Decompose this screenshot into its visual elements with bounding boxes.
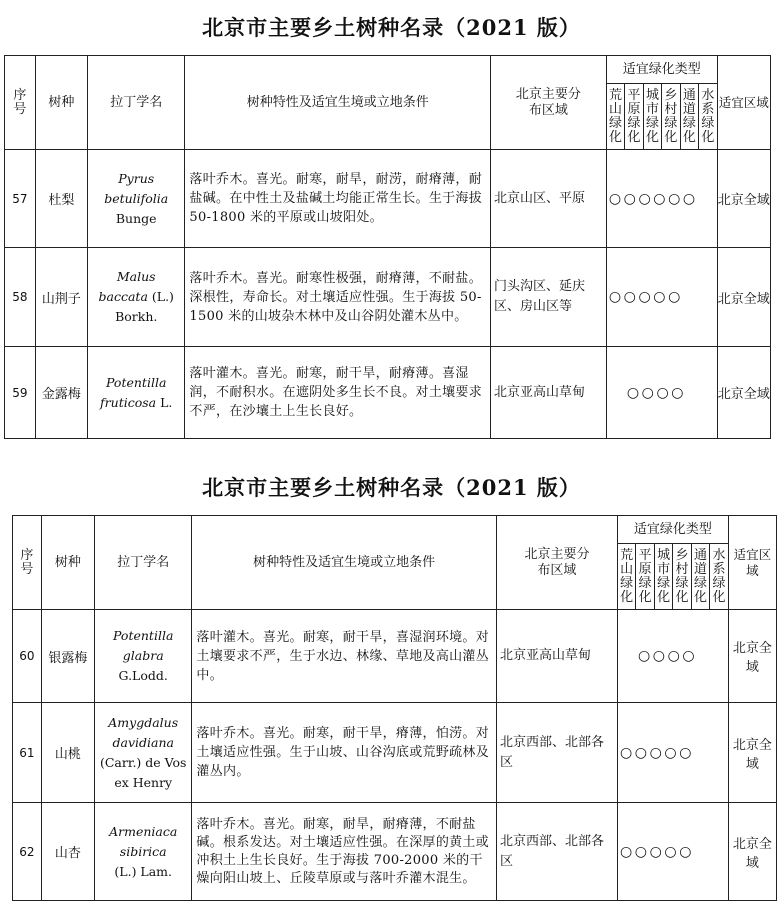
latin-author: (L.) Borkh. xyxy=(115,289,174,324)
row-species: 金露梅 xyxy=(35,347,87,439)
row-area: 北京全域 xyxy=(717,347,770,439)
header-greening-type: 通道绿化 xyxy=(680,84,698,150)
latin-species: baccata xyxy=(98,289,148,304)
page-title: 北京市主要乡土树种名录（2021 版） xyxy=(202,15,581,40)
row-latin xyxy=(95,703,192,803)
row-species: 山杏 xyxy=(41,803,94,901)
header-distribution: 北京主要分布区域 xyxy=(496,516,617,610)
row-traits: 落叶乔木。喜光。耐寒性极强，耐瘠薄，不耐盐。深根性，寿命长。对土壤适应性强。生于海拔 50-1500 米的山坡杂木林中及山谷阴处灌木丛中。 xyxy=(185,248,491,347)
header-index: 序号 xyxy=(13,516,42,610)
header-species: 树种 xyxy=(41,516,94,610)
table-row xyxy=(13,610,777,703)
header-greening-type: 乡村绿化 xyxy=(673,544,691,610)
table-row xyxy=(13,703,777,803)
row-index: 62 xyxy=(13,803,42,901)
header-suitable-area: 适宜区域 xyxy=(717,56,770,150)
header-greening-type: 荒山绿化 xyxy=(606,84,624,150)
header-greening-type: 平原绿化 xyxy=(625,84,643,150)
header-greening-type: 水系绿化 xyxy=(710,544,729,610)
header-greening-type: 通道绿化 xyxy=(691,544,709,610)
row-greening-marks: ○○○○○ xyxy=(617,703,728,803)
latin-species: davidiana xyxy=(112,734,174,750)
table-row xyxy=(13,803,777,901)
row-area: 北京全域 xyxy=(728,610,776,703)
header-greening-group: 适宜绿化类型 xyxy=(606,56,717,84)
row-distribution: 北京西部、北部各区 xyxy=(496,803,617,901)
table-row xyxy=(5,248,771,347)
row-latin xyxy=(95,610,192,703)
latin-genus: Potentilla xyxy=(106,374,167,390)
header-latin: 拉丁学名 xyxy=(95,516,192,610)
row-latin xyxy=(88,347,185,439)
header-greening-group: 适宜绿化类型 xyxy=(617,516,728,544)
row-distribution: 门头沟区、延庆区、房山区等 xyxy=(490,248,606,347)
row-index: 61 xyxy=(13,703,42,803)
latin-genus: Potentilla xyxy=(113,628,174,643)
row-species: 银露梅 xyxy=(41,610,94,703)
row-latin xyxy=(95,803,192,901)
header-index: 序号 xyxy=(5,56,36,150)
header-species: 树种 xyxy=(35,56,87,150)
latin-genus: Amygdalus xyxy=(108,714,179,730)
row-traits: 落叶乔木。喜光。耐寒，耐旱，耐瘠薄，不耐盐碱。根系发达。对土壤适应性强。在深厚的黄土或冲积土上生长良好。生于海拔 700-2000 米的干燥向阳山坡上、丘陵草原或与落叶乔灌木混生。 xyxy=(192,803,497,901)
header-greening-type: 乡村绿化 xyxy=(662,84,680,150)
row-species: 山桃 xyxy=(41,703,94,803)
row-traits: 落叶乔木。喜光。耐寒，耐干旱，瘠薄，怕涝。对土壤适应性强。生于山坡、山谷沟底或荒野疏林及灌丛内。 xyxy=(192,703,497,803)
latin-author: (L.) Lam. xyxy=(114,863,173,879)
row-species: 杜梨 xyxy=(35,150,87,248)
latin-genus: Armeniaca xyxy=(109,823,178,839)
header-greening-type: 荒山绿化 xyxy=(617,544,635,610)
row-index: 59 xyxy=(5,347,36,439)
header-greening-type: 水系绿化 xyxy=(699,84,718,150)
row-species: 山荆子 xyxy=(35,248,87,347)
row-distribution: 北京西部、北部各区 xyxy=(496,703,617,803)
row-index: 57 xyxy=(5,150,36,248)
header-greening-type: 城市绿化 xyxy=(654,544,672,610)
row-greening-marks: ○○○○○○ xyxy=(606,150,717,248)
latin-author: (Carr.) de Vos ex Henry xyxy=(99,754,187,790)
species-table xyxy=(12,515,777,901)
header-suitable-area: 适宜区域 xyxy=(728,516,776,610)
latin-species: glabra xyxy=(122,648,164,663)
row-distribution: 北京亚高山草甸 xyxy=(490,347,606,439)
row-traits: 落叶乔木。喜光。耐寒，耐旱，耐涝，耐瘠薄，耐盐碱。在中性土及盐碱土均能正常生长。生于海拔 50-1800 米的平原或山坡阳处。 xyxy=(185,150,491,248)
table-row xyxy=(5,347,771,439)
row-distribution: 北京亚高山草甸 xyxy=(496,610,617,703)
row-greening-marks: ○○○○○ xyxy=(617,803,728,901)
latin-author: Bunge xyxy=(115,210,157,226)
latin-author: L. xyxy=(160,394,173,410)
header-traits: 树种特性及适宜生境或立地条件 xyxy=(185,56,491,150)
row-greening-marks: ○○○○○ xyxy=(606,248,717,347)
row-traits: 落叶灌木。喜光。耐寒，耐干旱，耐瘠薄。喜湿润，不耐积水。在遮阴处多生长不良。对土壤要求不严，在沙壤土上生长良好。 xyxy=(185,347,491,439)
latin-genus: Pyrus xyxy=(118,170,155,186)
header-greening-type: 平原绿化 xyxy=(636,544,654,610)
row-area: 北京全域 xyxy=(717,248,770,347)
species-table xyxy=(4,55,771,439)
table-row xyxy=(5,150,771,248)
latin-species: betulifolia xyxy=(104,190,169,206)
latin-species: fruticosa xyxy=(100,394,157,410)
row-index: 60 xyxy=(13,610,42,703)
header-greening-type: 城市绿化 xyxy=(643,84,661,150)
header-traits: 树种特性及适宜生境或立地条件 xyxy=(192,516,497,610)
row-area: 北京全域 xyxy=(728,703,776,803)
latin-species: sibirica xyxy=(119,843,167,859)
row-area: 北京全域 xyxy=(717,150,770,248)
row-index: 58 xyxy=(5,248,36,347)
row-latin xyxy=(88,150,185,248)
latin-author: G.Lodd. xyxy=(118,668,168,683)
row-greening-marks: ○○○○ xyxy=(606,347,717,439)
header-latin: 拉丁学名 xyxy=(88,56,185,150)
row-latin xyxy=(88,248,185,347)
latin-genus: Malus xyxy=(116,269,156,284)
row-traits: 落叶灌木。喜光。耐寒，耐干旱，喜湿润环境。对土壤要求不严，生于水边、林缘、草地及高山灌丛中。 xyxy=(192,610,497,703)
row-greening-marks: ○○○○ xyxy=(617,610,728,703)
row-distribution: 北京山区、平原 xyxy=(490,150,606,248)
page-title: 北京市主要乡土树种名录（2021 版） xyxy=(202,475,581,500)
row-area: 北京全域 xyxy=(728,803,776,901)
header-distribution: 北京主要分布区域 xyxy=(490,56,606,150)
